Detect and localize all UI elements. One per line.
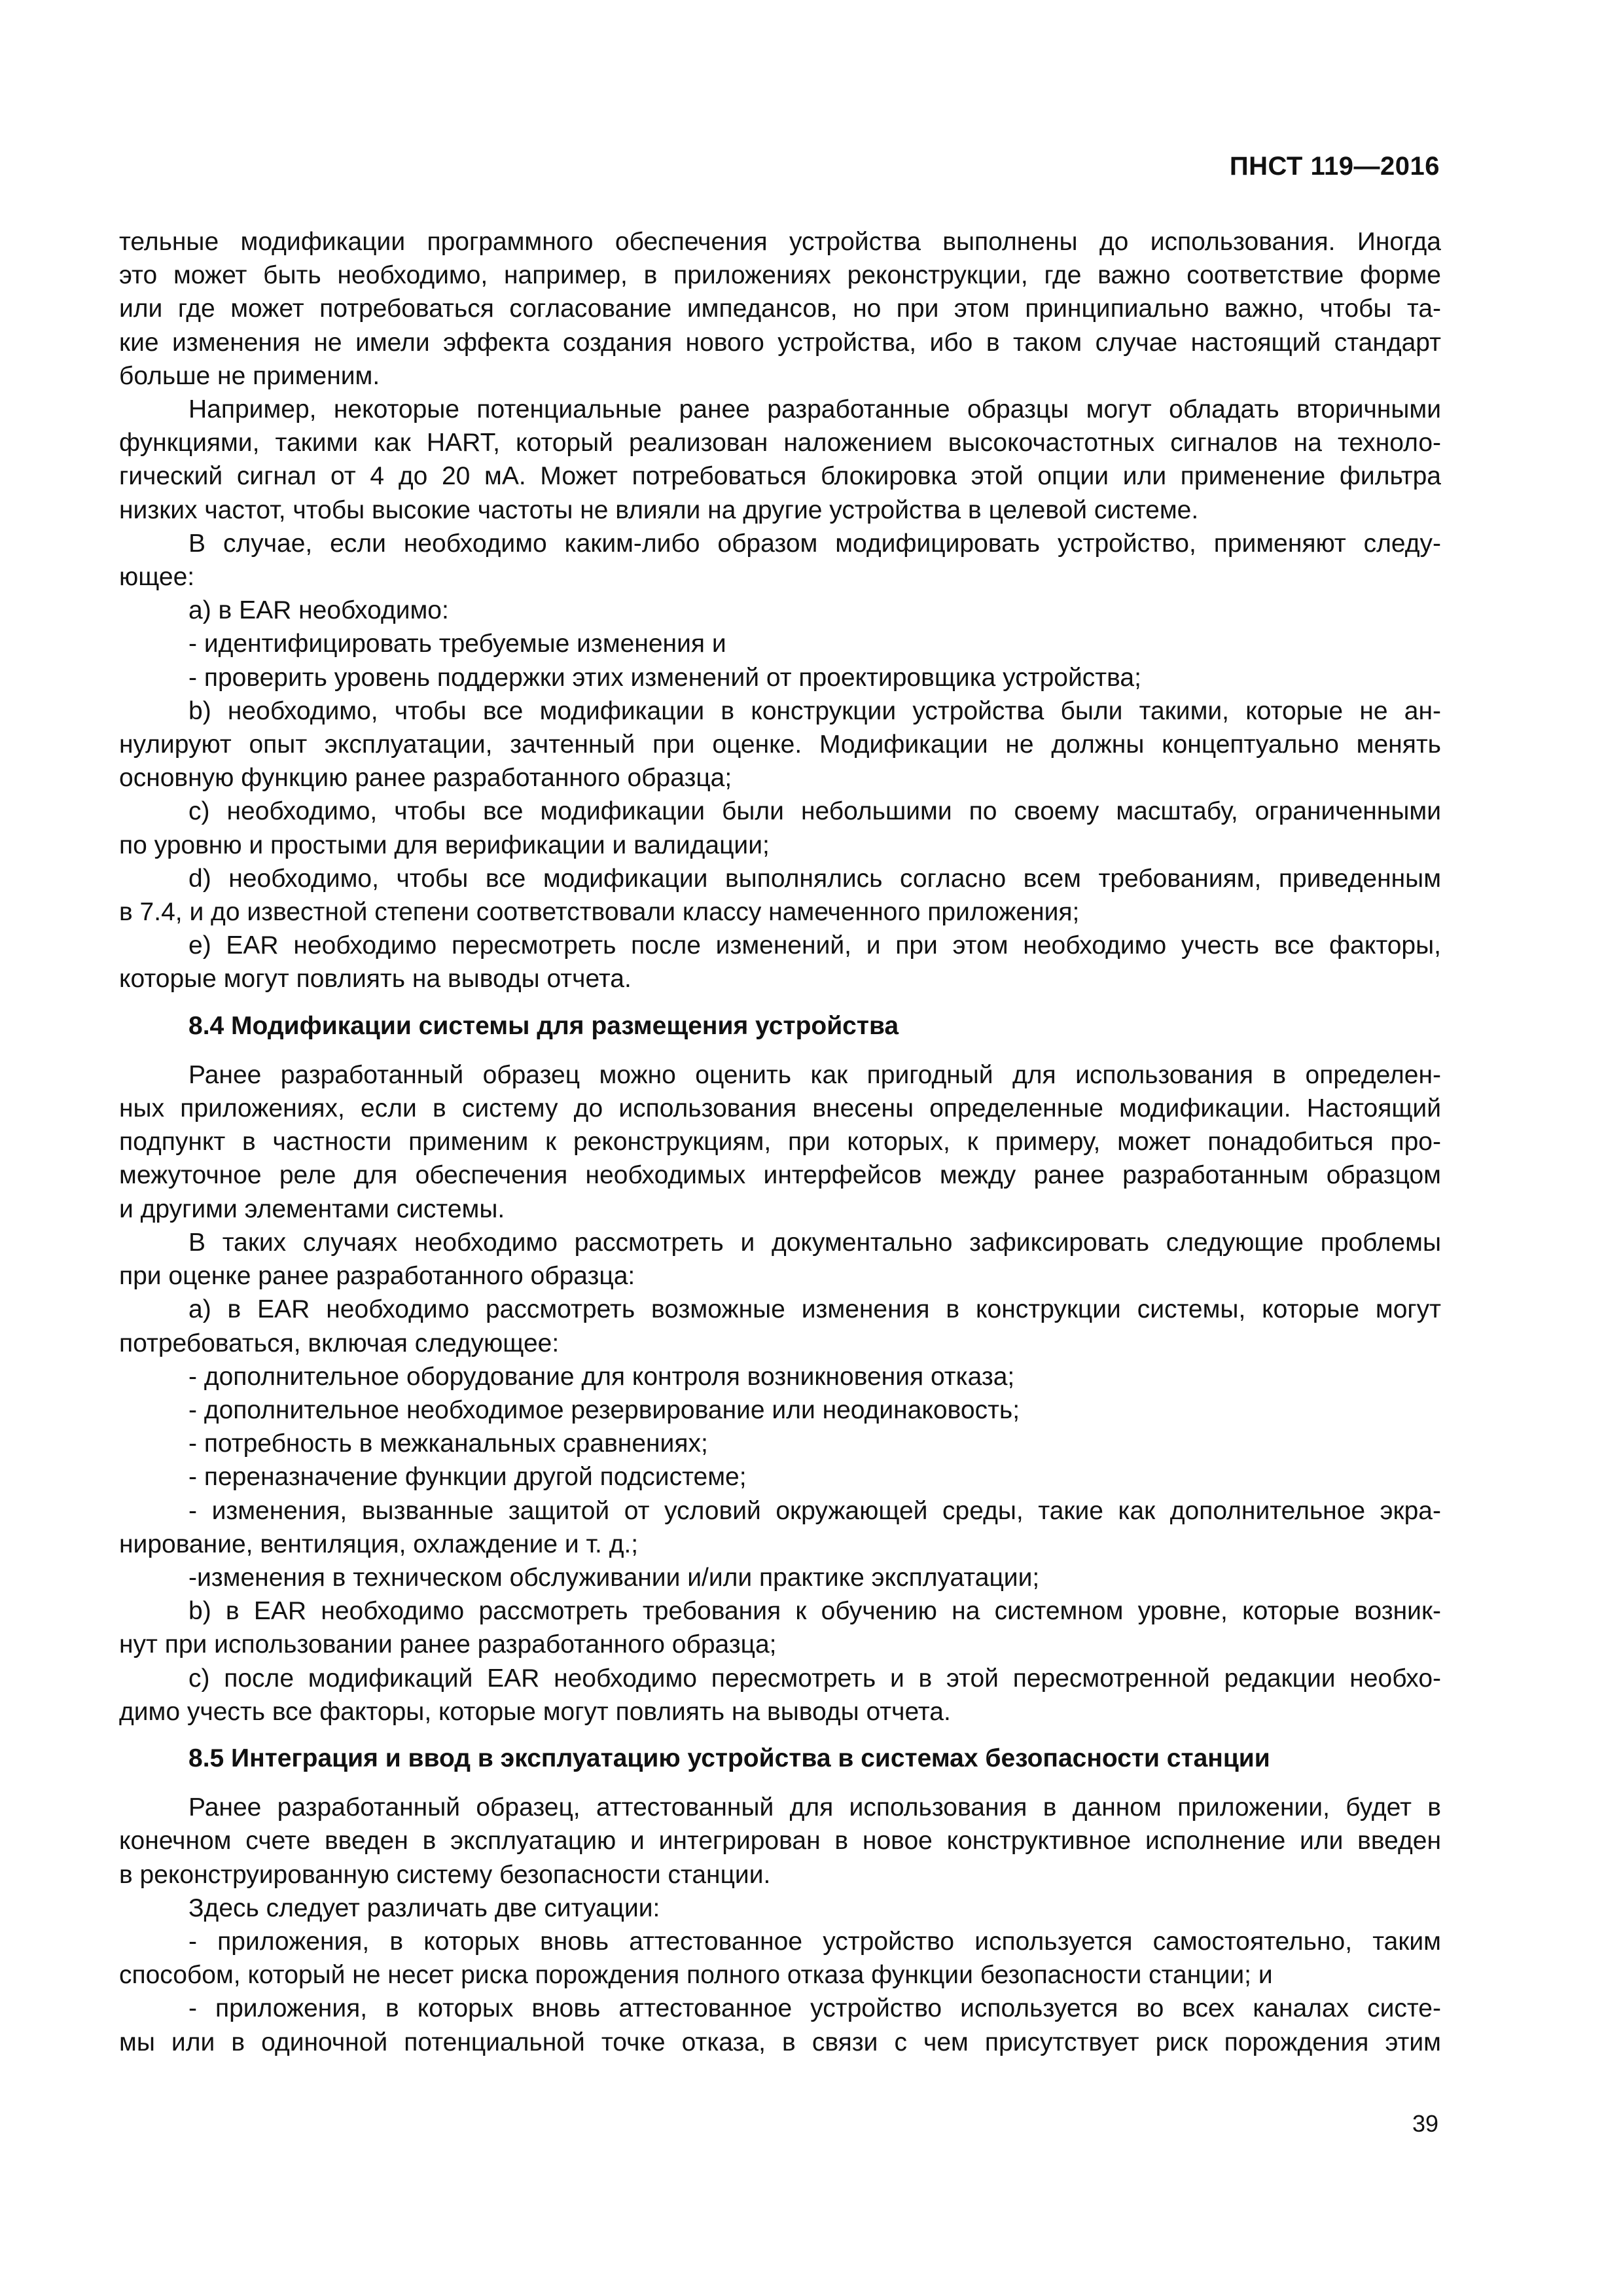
- text-line: - проверить уровень поддержки этих изменений от проектировщика устройства;: [188, 663, 1141, 692]
- text-line: тельные модификации программного обеспечения устройства выполнены до использования. Иногда: [119, 228, 1441, 256]
- text-line: - приложения, в которых вновь аттестованное устройство используется самостоятельно, таким: [188, 1927, 1441, 1956]
- text-line: конечном счете введен в эксплуатацию и интегрирован в новое конструктивное исполнение или введен: [119, 1827, 1441, 1856]
- paragraph: [119, 1494, 1441, 1561]
- paragraph: [119, 1226, 1441, 1293]
- body-text: [119, 225, 1441, 2059]
- text-line: мы или в одиночной потенциальной точке отказа, в связи с чем присутствует риск порождения этим: [119, 2028, 1441, 2056]
- text-line: низких частот, чтобы высокие частоты не влияли на другие устройства в целевой системе.: [119, 495, 1199, 524]
- paragraph: [119, 1058, 1441, 1226]
- paragraph: [119, 1393, 1441, 1427]
- text-line: - изменения, вызванные защитой от условий окружающей среды, такие как дополнительное экра-: [188, 1496, 1441, 1525]
- paragraph: [119, 1594, 1441, 1661]
- text-line: - дополнительное необходимое резервирование или неодинаковость;: [188, 1395, 1020, 1424]
- text-line: b) в EAR необходимо рассмотреть требования к обучению на системном уровне, которые возник-: [188, 1597, 1441, 1626]
- paragraph: [119, 1662, 1441, 1729]
- text-line: по уровню и простыми для верификации и валидации;: [119, 831, 770, 859]
- paragraph: [119, 393, 1441, 527]
- paragraph: [119, 1561, 1441, 1594]
- text-line: b) необходимо, чтобы все модификации в конструкции устройства были такими, которые не ан-: [188, 696, 1441, 725]
- page-number: 39: [1412, 2110, 1438, 2137]
- paragraph: [119, 1360, 1441, 1393]
- text-line: c) необходимо, чтобы все модификации были небольшими по своему масштабу, ограниченными: [188, 797, 1441, 826]
- text-line: нут при использовании ранее разработанного образца;: [119, 1630, 777, 1659]
- text-line: в 7.4, и до известной степени соответствовали классу намеченного приложения;: [119, 898, 1080, 927]
- text-line: a) в EAR необходимо рассмотреть возможные изменения в конструкции системы, которые могут: [188, 1295, 1441, 1324]
- text-line: функциями, такими как HART, который реализован наложением высокочастотных сигналов на техноло-: [119, 429, 1441, 457]
- text-line: d) необходимо, чтобы все модификации выполнялись согласно всем требованиям, приведенным: [188, 864, 1441, 893]
- text-line: Ранее разработанный образец можно оценить как пригодный для использования в определен-: [188, 1060, 1441, 1089]
- text-line: ных приложениях, если в систему до использования внесены определенные модификации. Настоящий: [119, 1094, 1441, 1123]
- paragraph: [119, 1460, 1441, 1494]
- text-line: гический сигнал от 4 до 20 мА. Может потребоваться блокировка этой опции или применение фильтра: [119, 462, 1441, 491]
- text-line: e) EAR необходимо пересмотреть после изменений, и при этом необходимо учесть все факторы,: [188, 931, 1441, 960]
- paragraph: [119, 1791, 1441, 1892]
- text-line: Ранее разработанный образец, аттестованный для использования в данном приложении, будет в: [188, 1793, 1441, 1822]
- paragraph: [119, 1925, 1441, 1992]
- text-line: a) в EAR необходимо:: [188, 596, 449, 625]
- paragraph: [119, 594, 1441, 627]
- text-line: в реконструированную систему безопасности станции.: [119, 1860, 771, 1889]
- text-line: - переназначение функции другой подсистеме;: [188, 1463, 747, 1492]
- text-line: - дополнительное оборудование для контроля возникновения отказа;: [188, 1362, 1015, 1391]
- paragraph: [119, 1427, 1441, 1460]
- text-line: или где может потребоваться согласование импедансов, но при этом принципиально важно, чтобы та-: [119, 295, 1441, 323]
- text-line: которые могут повлиять на выводы отчета.: [119, 965, 632, 994]
- text-line: основную функцию ранее разработанного образца;: [119, 764, 732, 793]
- paragraph: [119, 862, 1441, 929]
- text-line: -изменения в техническом обслуживании и/или практике эксплуатации;: [188, 1563, 1040, 1592]
- paragraph: [119, 1892, 1441, 1925]
- text-line: Например, некоторые потенциальные ранее разработанные образцы могут обладать вторичными: [188, 395, 1441, 424]
- text-line: - приложения, в которых вновь аттестованное устройство используется во всех каналах систе-: [188, 1994, 1441, 2023]
- text-line: при оценке ранее разработанного образца:: [119, 1262, 635, 1291]
- text-line: кие изменения не имели эффекта создания нового устройства, ибо в таком случае настоящий стандарт: [119, 328, 1441, 357]
- text-line: - потребность в межканальных сравнениях;: [188, 1429, 708, 1458]
- paragraph: [119, 795, 1441, 861]
- text-line: и другими элементами системы.: [119, 1194, 505, 1223]
- text-line: В таких случаях необходимо рассмотреть и документально зафиксировать следующие проблемы: [188, 1228, 1441, 1257]
- section-heading: 8.5 Интеграция и ввод в эксплуатацию устройства в системах безопасности станции: [188, 1744, 1270, 1772]
- text-line: димо учесть все факторы, которые могут повлиять на выводы отчета.: [119, 1697, 951, 1726]
- text-line: Здесь следует различать две ситуации:: [188, 1893, 660, 1922]
- text-line: В случае, если необходимо каким-либо образом модифицировать устройство, применяют следу-: [188, 529, 1441, 558]
- document-id: ПНСТ 119—2016: [1229, 152, 1440, 181]
- text-line: - идентифицировать требуемые изменения и: [188, 630, 726, 658]
- text-line: межуточное реле для обеспечения необходимых интерфейсов между ранее разработанным образцом: [119, 1161, 1441, 1190]
- text-line: c) после модификаций EAR необходимо пересмотреть и в этой пересмотренной редакции необхо-: [188, 1664, 1441, 1693]
- section-heading: 8.4 Модификации системы для размещения устройства: [188, 1011, 899, 1040]
- text-line: это может быть необходимо, например, в приложениях реконструкции, где важно соответствие форме: [119, 261, 1441, 290]
- paragraph: [119, 694, 1441, 795]
- text-line: нирование, вентиляция, охлаждение и т. д.;: [119, 1530, 639, 1558]
- paragraph: [119, 527, 1441, 594]
- paragraph: [119, 1992, 1441, 2058]
- text-line: способом, который не несет риска порождения полного отказа функции безопасности станции; и: [119, 1961, 1273, 1990]
- paragraph: [119, 225, 1441, 393]
- paragraph: [119, 929, 1441, 996]
- text-line: подпункт в частности применим к реконструкциям, при которых, к примеру, может понадобиться про-: [119, 1128, 1441, 1157]
- text-line: ющее:: [119, 563, 195, 592]
- paragraph: [119, 627, 1441, 660]
- text-line: нулируют опыт эксплуатации, зачтенный при оценке. Модификации не должны концептуально менять: [119, 730, 1441, 759]
- text-line: потребоваться, включая следующее:: [119, 1329, 560, 1357]
- paragraph: [119, 1293, 1441, 1359]
- text-line: больше не применим.: [119, 361, 380, 390]
- paragraph: [119, 661, 1441, 694]
